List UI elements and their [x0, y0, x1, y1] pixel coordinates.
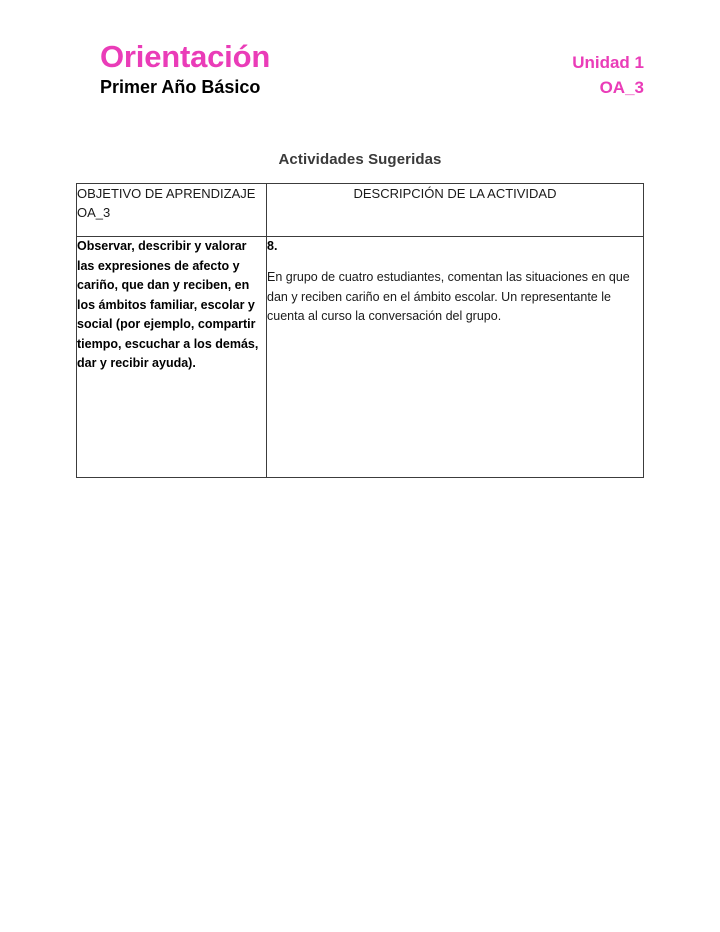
- oa-code-label: OA_3: [599, 78, 644, 97]
- cell-objective: [77, 237, 267, 478]
- table-header-row: [77, 184, 644, 237]
- column-header-description: DESCRIPCIÓN DE LA ACTIVIDAD: [267, 184, 644, 237]
- section-title: Actividades Sugeridas: [278, 151, 442, 168]
- unit-label: Unidad 1: [572, 53, 644, 72]
- column-header-objective: OBJETIVO DE APRENDIZAJE OA_3: [77, 184, 267, 237]
- activity-description-text: En grupo de cuatro estudiantes, comentan las situaciones en que dan y reciben cariño en el ámbito escolar. Un representante le cuenta al curso la conversación del grupo.: [267, 270, 630, 323]
- activity-number: 8.: [267, 239, 278, 253]
- cell-description: [267, 237, 644, 478]
- page-title: Orientación: [100, 39, 271, 74]
- header-right-group: [572, 50, 644, 100]
- header-left-group: [100, 40, 270, 98]
- activities-table: [76, 183, 644, 478]
- document-header: [76, 40, 644, 110]
- objective-text: Observar, describir y valorar las expresiones de afecto y cariño, que dan y reciben, en los ámbitos familiar, escolar y social (por ejemplo, compartir tiempo, escuchar a los demás, dar y recibir ayuda).: [77, 239, 259, 370]
- table-row: [77, 237, 644, 478]
- page-subtitle: Primer Año Básico: [100, 77, 261, 97]
